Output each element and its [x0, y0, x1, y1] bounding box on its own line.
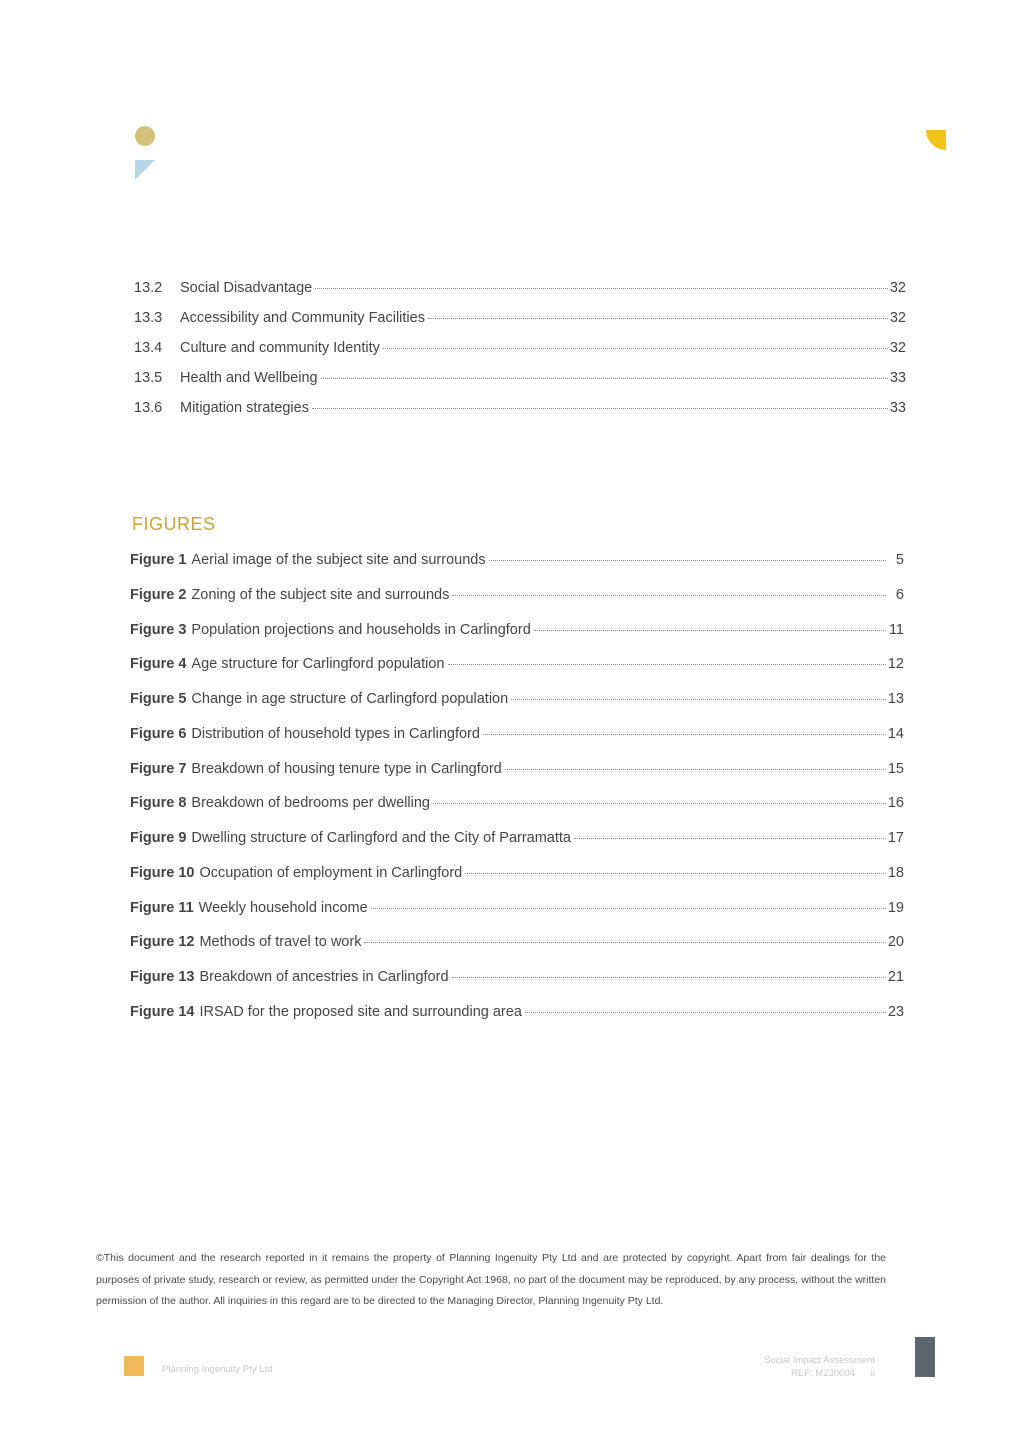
decorative-circle [135, 126, 155, 146]
toc-entry[interactable] [134, 370, 906, 400]
toc-entry-title: Accessibility and Community Facilities [180, 310, 425, 326]
figure-entry-title: Breakdown of ancestries in Carlingford [199, 969, 449, 985]
figure-entry-page: 6 [895, 586, 904, 603]
figure-entry-label: Figure 5 [130, 691, 187, 707]
dot-leader [448, 664, 886, 665]
dot-leader [452, 977, 886, 978]
dot-leader [574, 838, 886, 839]
figure-entry-title: Methods of travel to work [199, 934, 362, 951]
dot-leader [371, 908, 886, 909]
dot-leader [383, 348, 888, 349]
figure-entry[interactable] [130, 900, 904, 935]
toc-entry-title: Mitigation strategies [180, 400, 309, 416]
figure-entry-label: Figure 3 [130, 621, 187, 638]
figure-entry[interactable] [130, 552, 904, 587]
toc-entry-page: 32 [889, 280, 906, 296]
figure-entry[interactable] [130, 865, 904, 900]
toc-entry-number: 13.2 [134, 280, 163, 296]
figure-entry-title: IRSAD for the proposed site and surrounding area [199, 1003, 522, 1020]
figure-entry-page: 16 [887, 795, 904, 812]
footer-document-info [730, 1354, 875, 1380]
figure-entry-label: Figure 14 [130, 1003, 195, 1020]
dot-leader [465, 873, 886, 874]
figure-entry-page: 21 [887, 969, 904, 985]
toc-entry-number: 13.4 [134, 340, 163, 356]
toc-entry-title: Health and Wellbeing [180, 370, 318, 386]
dot-leader [452, 595, 886, 596]
figure-entry-label: Figure 6 [130, 725, 187, 742]
decorative-corner-shape [926, 130, 946, 150]
dot-leader [312, 408, 888, 409]
figure-entry-page: 11 [888, 621, 904, 638]
toc-entry-number: 13.3 [134, 310, 163, 326]
figure-entry-title: Population projections and households in Carlingford [191, 621, 531, 638]
dot-leader [315, 288, 888, 289]
toc-entry[interactable] [134, 310, 906, 340]
toc-entry[interactable] [134, 280, 906, 310]
figure-entry-title: Change in age structure of Carlingford population [191, 691, 509, 707]
figure-entry-label: Figure 8 [130, 795, 187, 812]
figure-entry[interactable] [130, 622, 904, 657]
figure-entry-label: Figure 10 [130, 864, 195, 881]
figure-entry-title: Distribution of household types in Carlingford [191, 725, 480, 742]
footer-page-number: ii [870, 1368, 875, 1379]
figure-entry-title: Aerial image of the subject site and surrounds [191, 552, 486, 568]
toc-entry[interactable] [134, 340, 906, 370]
figure-entry[interactable] [130, 656, 904, 691]
figure-entry-page: 18 [887, 864, 904, 881]
dot-leader [525, 1012, 886, 1013]
figure-entry-title: Zoning of the subject site and surrounds [191, 586, 450, 603]
footer-bar [915, 1337, 935, 1377]
figure-entry[interactable] [130, 795, 904, 830]
footer-company: Planning Ingenuity Pty Ltd [162, 1364, 273, 1375]
footer-logo-square [124, 1356, 144, 1376]
toc-entry-number: 13.5 [134, 370, 163, 386]
dot-leader [483, 734, 886, 735]
figures-heading: FIGURES [132, 514, 216, 534]
figure-entry-page: 23 [887, 1003, 904, 1020]
dot-leader [534, 630, 886, 631]
figure-entry-title: Dwelling structure of Carlingford and the City of Parramatta [191, 830, 571, 846]
dot-leader [511, 699, 886, 700]
figure-entry[interactable] [130, 761, 904, 796]
figure-entry-page: 13 [887, 691, 904, 707]
toc-entry-page: 33 [889, 370, 906, 386]
figure-entry-label: Figure 1 [130, 552, 187, 568]
figure-entry[interactable] [130, 934, 904, 969]
footer-ref-line [730, 1367, 875, 1380]
figure-entry-page: 19 [887, 899, 904, 916]
dot-leader [489, 560, 886, 561]
footer-doc-title: Social Impact Assessment [764, 1355, 875, 1366]
dot-leader [433, 803, 886, 804]
decorative-triangle [135, 160, 155, 180]
table-of-contents [134, 280, 906, 430]
figure-entry-label: Figure 11 [130, 899, 194, 916]
figure-entry[interactable] [130, 969, 904, 1004]
figure-entry[interactable] [130, 691, 904, 726]
figure-entry-page: 14 [887, 725, 904, 742]
toc-entry-title: Culture and community Identity [180, 340, 380, 356]
figures-list [130, 552, 904, 1039]
toc-entry-title: Social Disadvantage [180, 280, 313, 296]
figure-entry-page: 5 [895, 552, 904, 568]
toc-entry-page: 32 [889, 310, 906, 326]
figure-entry-page: 17 [887, 830, 904, 846]
figure-entry[interactable] [130, 1004, 904, 1039]
figure-entry[interactable] [130, 726, 904, 761]
dot-leader [428, 318, 888, 319]
figure-entry-page: 20 [887, 934, 904, 951]
figure-entry-title: Breakdown of housing tenure type in Carlingford [191, 760, 502, 777]
dot-leader [321, 378, 888, 379]
figure-entry-title: Breakdown of bedrooms per dwelling [191, 795, 430, 812]
figure-entry-page: 15 [887, 760, 904, 777]
figure-entry-title: Occupation of employment in Carlingford [199, 864, 463, 881]
figure-entry-label: Figure 2 [130, 586, 187, 603]
toc-entry-number: 13.6 [134, 400, 163, 416]
figure-entry-label: Figure 13 [130, 969, 195, 985]
figure-entry-label: Figure 4 [130, 656, 187, 673]
figure-entry[interactable] [130, 587, 904, 622]
figure-entry-title: Weekly household income [198, 899, 368, 916]
footer-ref: REF: M230004 [791, 1368, 855, 1379]
toc-entry-page: 32 [889, 340, 906, 356]
dot-leader [505, 769, 886, 770]
figure-entry-title: Age structure for Carlingford population [191, 656, 445, 673]
toc-entry[interactable] [134, 400, 906, 430]
toc-entry-page: 33 [889, 400, 906, 416]
figure-entry-label: Figure 12 [130, 934, 195, 951]
figure-entry-page: 12 [887, 656, 904, 673]
figure-entry[interactable] [130, 830, 904, 865]
dot-leader [364, 942, 885, 943]
figure-entry-label: Figure 7 [130, 760, 187, 777]
copyright-notice: ©This document and the research reported in it remains the property of Planning Ingenuity Pty Ltd and are protected by copyright. Apart from fair dealings for the purposes of private study, research or review, as permitted under the Copyright Act 1968, no part of the document may be reproduced, by any process, without the written permission of the author. All inquiries in this regard are to be directed to the Managing Director, Planning Ingenuity Pty Ltd. [96, 1252, 886, 1307]
figure-entry-label: Figure 9 [130, 830, 187, 846]
